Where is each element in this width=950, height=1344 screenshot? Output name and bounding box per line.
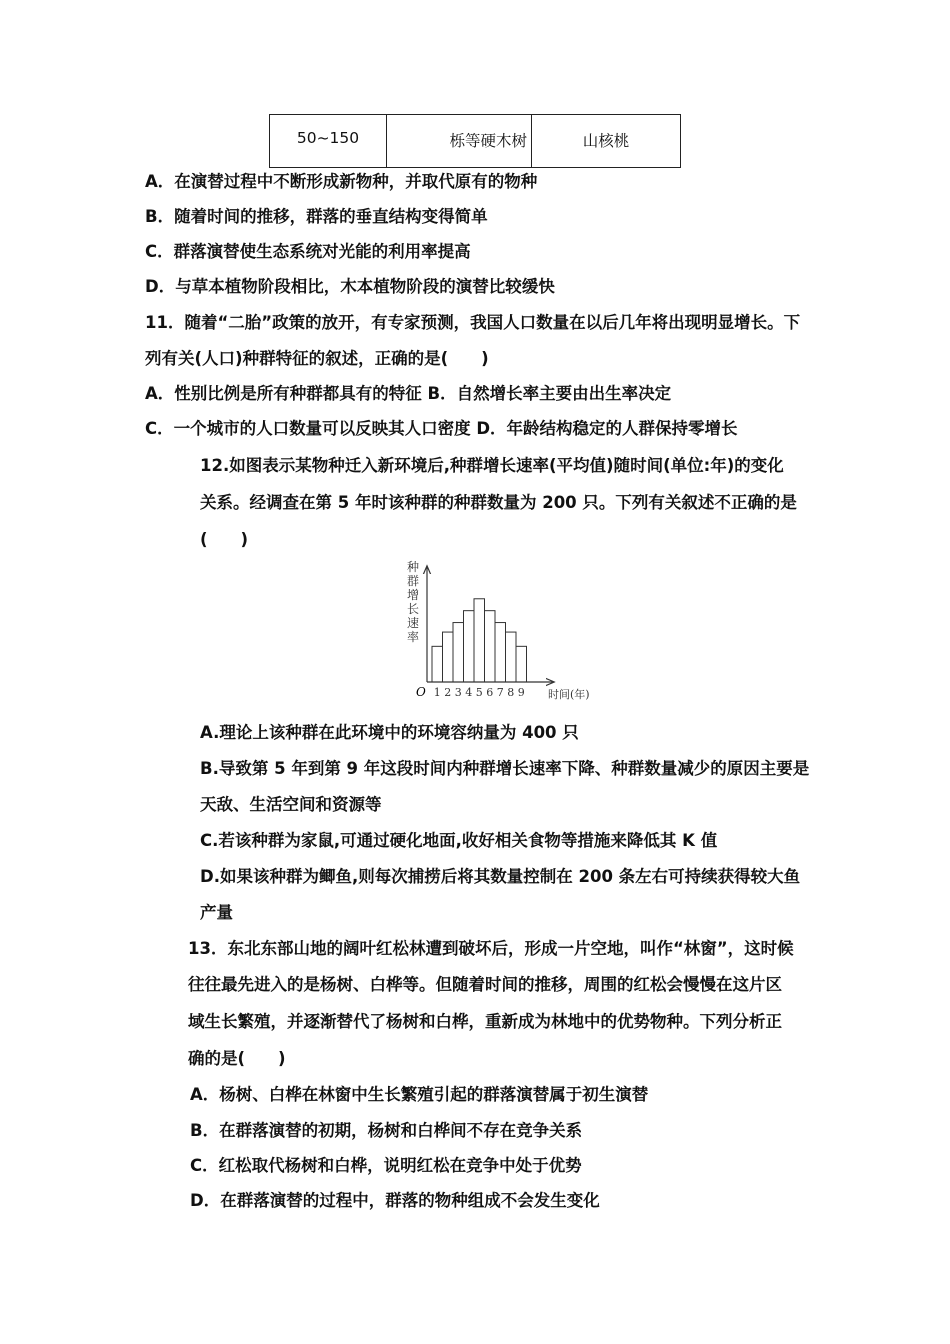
chart-bar-1 bbox=[432, 646, 443, 682]
chart-tick-label-6: 6 bbox=[486, 686, 494, 699]
q13-stem-line1: 13．东北东部山地的阔叶红松林遭到破坏后，形成一片空地，叫作“林窗”，这时候 bbox=[188, 939, 794, 958]
chart-bar-6 bbox=[485, 611, 496, 682]
table-cell-height: 50~150 bbox=[270, 115, 387, 168]
growth-rate-chart bbox=[400, 555, 600, 705]
q12-option-d-line1: D.如果该种群为鲫鱼,则每次捕捞后将其数量控制在 200 条左右可持续获得较大鱼 bbox=[200, 867, 801, 886]
chart-tick-label-2: 2 bbox=[444, 686, 452, 699]
chart-ylabel-char: 群 bbox=[406, 574, 420, 588]
q10-option-b: B．随着时间的推移，群落的垂直结构变得简单 bbox=[145, 207, 488, 226]
chart-tick-label-4: 4 bbox=[465, 686, 473, 699]
q12-option-b-line1: B.导致第 5 年到第 9 年这段时间内种群增长速率下降、种群数量减少的原因主要是 bbox=[200, 759, 810, 778]
q12-option-d-line2: 产量 bbox=[200, 903, 233, 922]
q12-option-c: C.若该种群为家鼠,可通过硬化地面,收好相关食物等措施来降低其 K 值 bbox=[200, 831, 718, 850]
q11-stem-line2: 列有关(人口)种群特征的叙述，正确的是( ) bbox=[145, 349, 489, 368]
chart-ylabel-char: 增 bbox=[406, 588, 420, 602]
chart-ylabel-char: 率 bbox=[406, 630, 420, 644]
chart-bar-2 bbox=[443, 632, 454, 682]
q10-option-c: C．群落演替使生态系统对光能的利用率提高 bbox=[145, 242, 471, 261]
q13-stem-line3: 域生长繁殖，并逐渐替代了杨树和白桦，重新成为林地中的优势物种。下列分析正 bbox=[188, 1012, 782, 1031]
table-cell-plant: 栎等硬木树 bbox=[387, 115, 532, 168]
chart-tick-label-3: 3 bbox=[454, 686, 462, 699]
q10-option-d: D．与草本植物阶段相比，木本植物阶段的演替比较缓快 bbox=[145, 277, 555, 296]
q13-stem-line4: 确的是( ) bbox=[188, 1049, 286, 1068]
chart-origin-label: O bbox=[416, 685, 426, 699]
chart-ylabel-char: 速 bbox=[406, 616, 420, 630]
chart-xlabel: 时间(年) bbox=[548, 688, 590, 701]
q12-stem-line3: ( ) bbox=[200, 530, 249, 549]
chart-tick-label-8: 8 bbox=[507, 686, 515, 699]
table-cell-species: 山核桃 bbox=[532, 115, 681, 168]
chart-bar-7 bbox=[495, 623, 506, 682]
q13-option-b: B．在群落演替的初期，杨树和白桦间不存在竞争关系 bbox=[190, 1121, 583, 1140]
chart-ylabel-char: 种 bbox=[406, 560, 420, 574]
q13-option-a: A．杨树、白桦在林窗中生长繁殖引起的群落演替属于初生演替 bbox=[190, 1085, 649, 1104]
chart-tick-label-7: 7 bbox=[496, 686, 504, 699]
chart-tick-label-5: 5 bbox=[475, 686, 483, 699]
chart-ylabel-char: 长 bbox=[406, 602, 420, 616]
chart-bar-9 bbox=[516, 646, 527, 682]
chart-bar-8 bbox=[506, 632, 517, 682]
chart-bar-4 bbox=[464, 611, 475, 682]
q12-stem-line2: 关系。经调查在第 5 年时该种群的种群数量为 200 只。下列有关叙述不正确的是 bbox=[200, 493, 797, 512]
chart-bar-3 bbox=[453, 623, 464, 682]
q11-options-line2: C．一个城市的人口数量可以反映其人口密度 D．年龄结构稳定的人群保持零增长 bbox=[145, 419, 738, 438]
chart-ylabel bbox=[407, 560, 419, 644]
q10-option-a: A．在演替过程中不断形成新物种，并取代原有的物种 bbox=[145, 172, 538, 191]
chart-tick-label-1: 1 bbox=[433, 686, 441, 699]
chart-tick-label-9: 9 bbox=[517, 686, 525, 699]
q11-stem-line1: 11．随着“二胎”政策的放开，有专家预测，我国人口数量在以后几年将出现明显增长。下 bbox=[145, 313, 801, 332]
species-table-row bbox=[269, 114, 681, 168]
q13-stem-line2: 往往最先进入的是杨树、白桦等。但随着时间的推移，周围的红松会慢慢在这片区 bbox=[188, 975, 782, 994]
q11-options-line1: A．性别比例是所有种群都具有的特征 B．自然增长率主要由出生率决定 bbox=[145, 384, 672, 403]
chart-bar-5 bbox=[474, 599, 485, 682]
q13-option-d: D．在群落演替的过程中，群落的物种组成不会发生变化 bbox=[190, 1191, 600, 1210]
q12-stem-line1: 12.如图表示某物种迁入新环境后,种群增长速率(平均值)随时间(单位:年)的变化 bbox=[200, 456, 784, 475]
q12-option-a: A.理论上该种群在此环境中的环境容纳量为 400 只 bbox=[200, 723, 579, 742]
q12-option-b-line2: 天敌、生活空间和资源等 bbox=[200, 795, 382, 814]
q13-option-c: C．红松取代杨树和白桦，说明红松在竞争中处于优势 bbox=[190, 1156, 582, 1175]
